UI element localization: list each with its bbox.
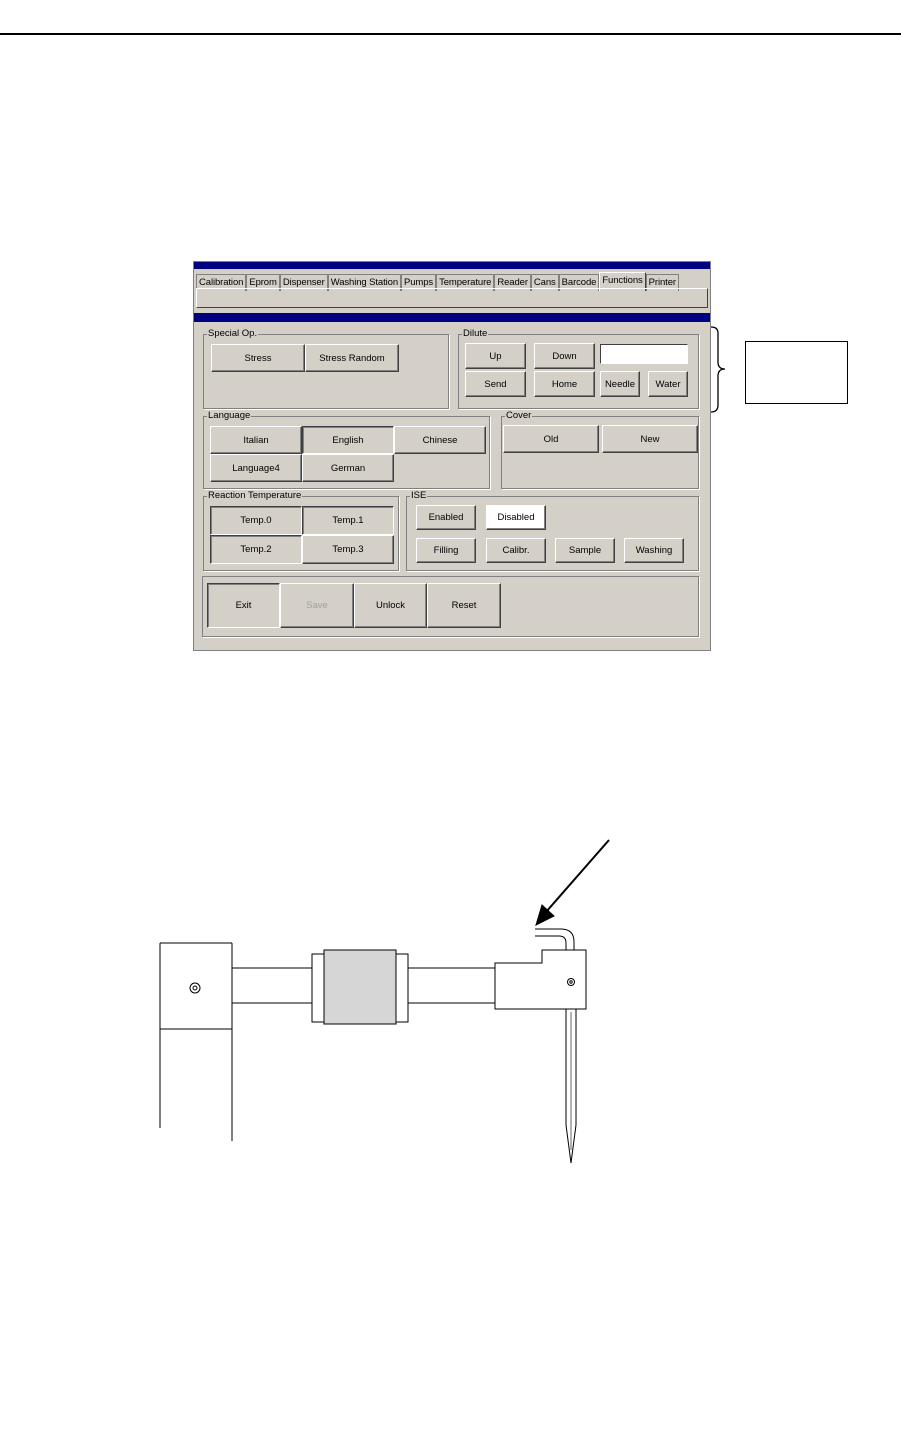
tab-body (196, 288, 708, 308)
tab-temperature[interactable]: Temperature (436, 274, 494, 291)
temp3-button[interactable]: Temp.3 (302, 535, 394, 564)
stress-random-button[interactable]: Stress Random (305, 344, 399, 372)
tab-barcode[interactable]: Barcode (559, 274, 600, 291)
functions-window (193, 261, 711, 651)
stress-button[interactable]: Stress (211, 344, 305, 372)
language-language4-button[interactable]: Language4 (210, 454, 302, 482)
callout-box (745, 341, 848, 404)
language-german-button[interactable]: German (302, 454, 394, 482)
pointer-arrow (536, 840, 609, 925)
reset-button[interactable]: Reset (427, 583, 501, 628)
dilute-home-button[interactable]: Home (534, 371, 595, 397)
dilute-needle-button[interactable]: Needle (600, 371, 640, 397)
tab-dispenser[interactable]: Dispenser (280, 274, 328, 291)
language-english-button[interactable]: English (302, 426, 394, 454)
tab-functions[interactable]: Functions (599, 272, 645, 291)
dilute-down-button[interactable]: Down (534, 343, 595, 369)
dilute-input[interactable] (600, 344, 688, 364)
language-chinese-button[interactable]: Chinese (394, 426, 486, 454)
tab-cans[interactable]: Cans (531, 274, 559, 291)
dilute-group (458, 329, 699, 409)
dilute-water-button[interactable]: Water (648, 371, 688, 397)
separator-bar (194, 313, 710, 322)
dilute-send-button[interactable]: Send (465, 371, 526, 397)
dilute-legend: Dilute (463, 328, 488, 339)
ise-sample-button[interactable]: Sample (555, 538, 615, 563)
tab-pumps[interactable]: Pumps (401, 274, 436, 291)
temp2-button[interactable]: Temp.2 (210, 535, 302, 564)
reaction-temperature-legend: Reaction Temperature (208, 490, 302, 501)
tab-calibration[interactable]: Calibration (196, 274, 246, 291)
ise-legend: ISE (411, 490, 427, 501)
tab-reader[interactable]: Reader (494, 274, 531, 291)
cover-old-button[interactable]: Old (503, 425, 599, 453)
unlock-button[interactable]: Unlock (354, 583, 427, 628)
tab-printer[interactable]: Printer (646, 274, 679, 291)
save-button: Save (280, 583, 354, 628)
title-bar (194, 262, 710, 269)
page-top-rule (0, 33, 901, 35)
ise-washing-button[interactable]: Washing (624, 538, 684, 563)
language-italian-button[interactable]: Italian (210, 426, 302, 454)
ise-filling-button[interactable]: Filling (416, 538, 476, 563)
special-op-legend: Special Op. (208, 328, 258, 339)
temp1-button[interactable]: Temp.1 (302, 506, 394, 535)
cover-new-button[interactable]: New (602, 425, 698, 453)
tab-washing-station[interactable]: Washing Station (328, 274, 401, 291)
language-legend: Language (208, 410, 251, 421)
cover-legend: Cover (506, 410, 532, 421)
tab-eprom[interactable]: Eprom (246, 274, 279, 291)
ise-enabled-button[interactable]: Enabled (416, 505, 476, 530)
ise-calibr-button[interactable]: Calibr. (486, 538, 546, 563)
exit-button[interactable]: Exit (207, 583, 280, 628)
needle-arm-drawing (160, 929, 586, 1163)
temp0-button[interactable]: Temp.0 (210, 506, 302, 535)
brace-shape (711, 327, 725, 412)
dilute-up-button[interactable]: Up (465, 343, 526, 369)
ise-disabled-button[interactable]: Disabled (486, 505, 546, 530)
